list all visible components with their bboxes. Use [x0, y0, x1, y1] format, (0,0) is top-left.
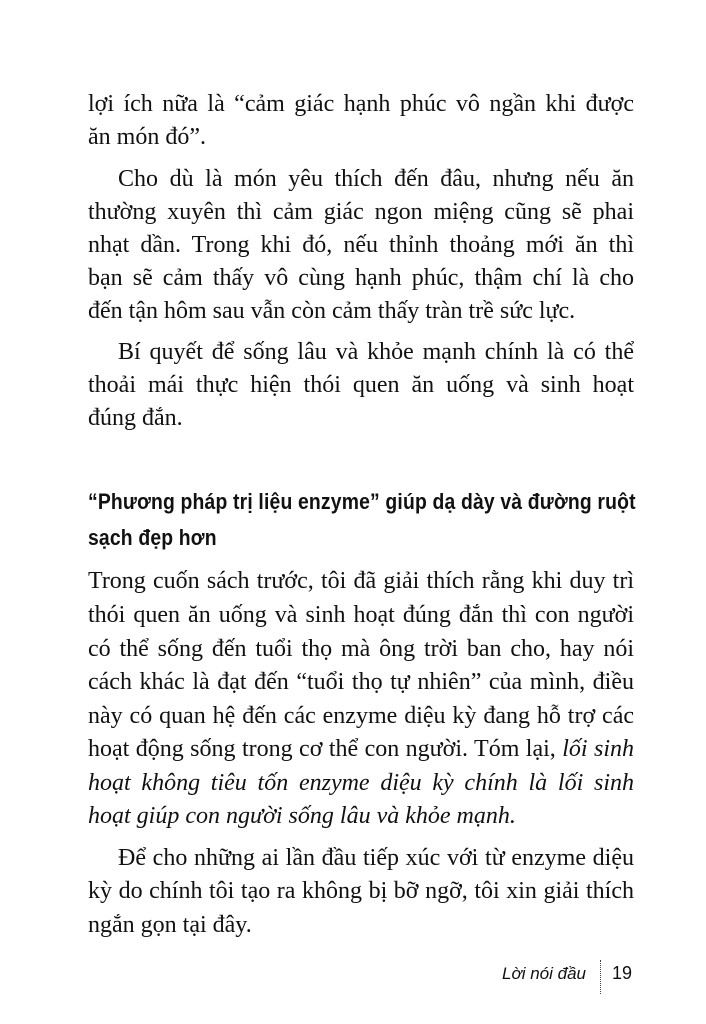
footer-section-label: Lời nói đầu — [501, 964, 586, 983]
paragraph-line: này có quan hệ đến các enzyme diệu kỳ đang hỗ trợ các — [88, 703, 634, 729]
paragraph-line: Trong cuốn sách trước, tôi đã giải thích rằng khi duy trì — [88, 568, 634, 594]
paragraph-line: thường xuyên thì cảm giác ngon miệng cũng sẽ phai — [88, 199, 634, 225]
paragraph-line: thoải mái thực hiện thói quen ăn uống và sinh hoạt — [88, 372, 634, 398]
paragraph-line: bạn sẽ cảm thấy vô cùng hạnh phúc, thậm chí là cho — [88, 265, 634, 291]
paragraph-line: ăn món đó”. — [88, 124, 206, 150]
page-number: 19 — [612, 963, 633, 983]
emphasis-text: hoạt không tiêu tốn enzyme diệu kỳ chính là lối sinh — [88, 770, 634, 796]
paragraph-line: có thể sống đến tuổi thọ mà ông trời ban cho, hay nói — [88, 636, 634, 662]
paragraph-line: kỳ do chính tôi tạo ra không bị bỡ ngỡ, tôi xin giải thích — [88, 878, 634, 904]
paragraph-line — [88, 800, 634, 833]
paragraph-line: đến tận hôm sau vẫn còn cảm thấy tràn trề sức lực. — [88, 298, 576, 324]
paragraph-line: Để cho những ai lần đầu tiếp xúc với từ enzyme diệu — [118, 845, 634, 871]
paragraph-line: Bí quyết để sống lâu và khỏe mạnh chính là có thể — [118, 339, 634, 365]
footer-divider — [600, 960, 601, 994]
emphasis-text: lối sinh — [562, 736, 635, 762]
section-heading-line-2: sạch đẹp hơn — [88, 525, 217, 550]
paragraph-line: nhạt dần. Trong khi đó, nếu thỉnh thoảng mới ăn thì — [88, 232, 634, 258]
emphasis-text: hoạt giúp con người sống lâu và khỏe mạnh. — [88, 803, 516, 829]
paragraph-line: đúng đắn. — [88, 405, 183, 431]
paragraph-line: Cho dù là món yêu thích đến đâu, nhưng nếu ăn — [118, 166, 634, 192]
paragraph-line-mixed — [88, 733, 634, 766]
paragraph-text: hoạt động sống trong cơ thể con người. Tóm lại, — [88, 736, 563, 762]
paragraph-line: ngắn gọn tại đây. — [88, 912, 252, 938]
paragraph-line — [88, 767, 634, 800]
paragraph-line: thói quen ăn uống và sinh hoạt đúng đắn thì con người — [88, 602, 634, 628]
paragraph-line: cách khác là đạt đến “tuổi thọ tự nhiên” của mình, điều — [88, 669, 634, 695]
paragraph-line: lợi ích nữa là “cảm giác hạnh phúc vô ngần khi được — [88, 91, 634, 117]
section-heading-line-1: “Phương pháp trị liệu enzyme” giúp dạ dày và đường ruột — [88, 489, 636, 514]
